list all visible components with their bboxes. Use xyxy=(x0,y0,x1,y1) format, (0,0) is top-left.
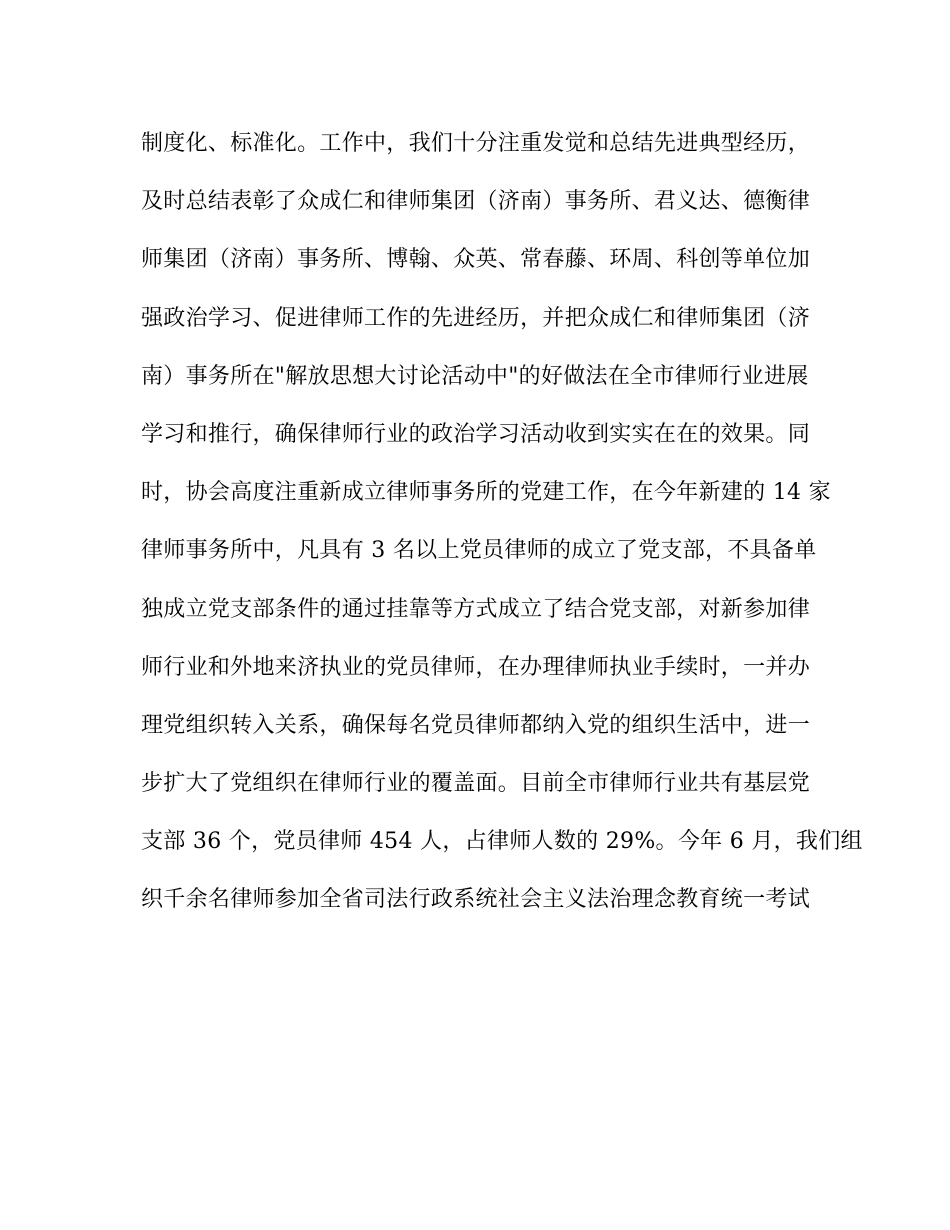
text-line-2: 及时总结表彰了众成仁和律师集团（济南）事务所、君义达、德衡律 xyxy=(141,189,811,215)
text-line-1: 制度化、标准化。工作中，我们十分注重发觉和总结先进典型经历， xyxy=(141,131,811,156)
text-line-4: 强政治学习、促进律师工作的先进经历，并把众成仁和律师集团（济 xyxy=(141,305,811,331)
text-line-8: 律师事务所中，凡具有 3 名以上党员律师的成立了党支部，不具备单 xyxy=(141,538,817,564)
text-line-7: 时，协会高度注重新成立律师事务所的党建工作，在今年新建的 14 家 xyxy=(141,480,831,506)
text-line-3: 师集团（济南）事务所、博翰、众英、常春藤、环周、科创等单位加 xyxy=(141,247,811,273)
text-line-12: 步扩大了党组织在律师行业的覆盖面。目前全市律师行业共有基层党 xyxy=(141,771,811,797)
text-line-5: 南）事务所在"解放思想大讨论活动中"的好做法在全市律师行业进展 xyxy=(141,363,809,389)
text-line-14: 织千余名律师参加全省司法行政系统社会主义法治理念教育统一考试 xyxy=(141,887,811,913)
document-body xyxy=(141,124,863,939)
text-line-13: 支部 36 个，党员律师 454 人，占律师人数的 29%。今年 6 月，我们组 xyxy=(141,829,863,855)
text-line-9: 独成立党支部条件的通过挂靠等方式成立了结合党支部，对新参加律 xyxy=(141,596,811,622)
text-line-11: 理党组织转入关系，确保每名党员律师都纳入党的组织生活中，进一 xyxy=(141,712,811,738)
text-line-6: 学习和推行，确保律师行业的政治学习活动收到实实在在的效果。同 xyxy=(141,421,811,447)
text-line-10: 师行业和外地来济执业的党员律师，在办理律师执业手续时，一并办 xyxy=(141,654,811,680)
